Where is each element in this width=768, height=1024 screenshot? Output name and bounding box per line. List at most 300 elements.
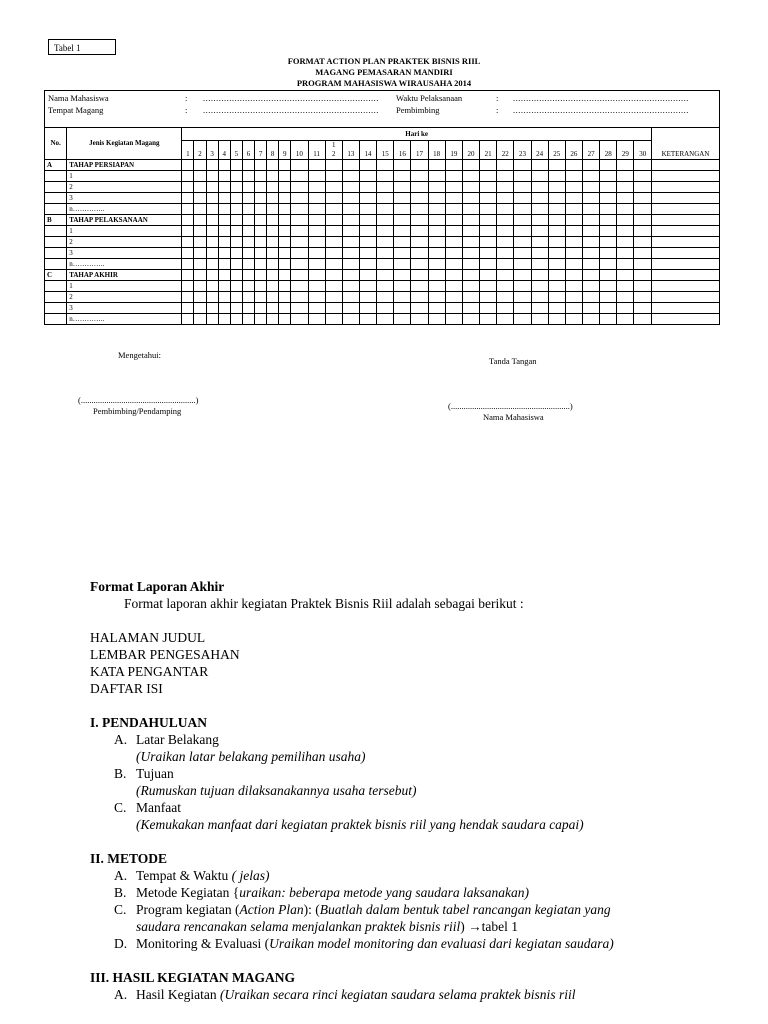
grid-cell: [428, 259, 445, 270]
grid-cell: [182, 204, 194, 215]
grid-cell: [242, 270, 254, 281]
grid-cell: [428, 171, 445, 182]
colon: :: [185, 105, 188, 115]
row-no: [45, 248, 67, 259]
grid-cell: [411, 215, 428, 226]
section-letter: B: [45, 215, 67, 226]
grid-cell: [548, 193, 565, 204]
grid-cell: [445, 171, 462, 182]
grid-cell: [255, 193, 267, 204]
grid-cell: [651, 281, 719, 292]
grid-cell: [218, 314, 230, 325]
grid-cell: [445, 215, 462, 226]
grid-cell: [255, 259, 267, 270]
grid-cell: [600, 215, 617, 226]
grid-cell: [583, 303, 600, 314]
grid-cell: [279, 182, 291, 193]
grid-cell: [565, 303, 582, 314]
grid-cell: [617, 248, 634, 259]
grid-cell: [462, 204, 479, 215]
grid-cell: [308, 160, 325, 171]
grid-cell: [230, 171, 242, 182]
grid-cell: [359, 248, 376, 259]
grid-cell: [651, 237, 719, 248]
grid-cell: [462, 270, 479, 281]
grid-cell: [230, 193, 242, 204]
grid-cell: [634, 171, 651, 182]
grid-cell: [359, 204, 376, 215]
grid-cell: [218, 182, 230, 193]
grid-cell: [242, 314, 254, 325]
grid-cell: [230, 248, 242, 259]
grid-cell: [428, 193, 445, 204]
section-title: TAHAP AKHIR: [67, 270, 182, 281]
grid-cell: [600, 270, 617, 281]
grid-cell: [428, 237, 445, 248]
grid-cell: [462, 182, 479, 193]
grid-cell: [194, 226, 206, 237]
colon: :: [496, 93, 499, 103]
grid-cell: [480, 182, 497, 193]
grid-cell: [325, 171, 342, 182]
grid-cell: [514, 171, 531, 182]
grid-cell: [194, 259, 206, 270]
grid-cell: [242, 215, 254, 226]
day-header: 1: [182, 141, 194, 160]
grid-cell: [394, 215, 411, 226]
grid-cell: [651, 160, 719, 171]
grid-cell: [600, 226, 617, 237]
grid-cell: [651, 314, 719, 325]
chapter-2-title: II. METODE: [90, 851, 168, 866]
grid-cell: [531, 314, 548, 325]
day-header: 28: [600, 141, 617, 160]
grid-cell: [206, 292, 218, 303]
grid-cell: [583, 270, 600, 281]
grid-cell: [242, 193, 254, 204]
grid-cell: [182, 215, 194, 226]
grid-cell: [548, 248, 565, 259]
grid-cell: [462, 281, 479, 292]
day-header: 4: [218, 141, 230, 160]
grid-cell: [445, 248, 462, 259]
grid-cell: [565, 160, 582, 171]
info-header: [44, 90, 720, 128]
grid-cell: [651, 270, 719, 281]
grid-cell: [617, 281, 634, 292]
table-header-row: [45, 128, 720, 141]
grid-cell: [377, 171, 394, 182]
grid-cell: [497, 270, 514, 281]
grid-cell: [531, 259, 548, 270]
grid-cell: [342, 171, 359, 182]
grid-cell: [583, 226, 600, 237]
grid-cell: [182, 182, 194, 193]
grid-cell: [651, 215, 719, 226]
grid-cell: [617, 171, 634, 182]
grid-cell: [308, 281, 325, 292]
grid-cell: [411, 237, 428, 248]
grid-cell: [206, 281, 218, 292]
grid-cell: [291, 270, 308, 281]
grid-cell: [194, 248, 206, 259]
grid-cell: [411, 303, 428, 314]
grid-cell: [480, 292, 497, 303]
grid-cell: [634, 237, 651, 248]
grid-cell: [377, 237, 394, 248]
grid-cell: [242, 303, 254, 314]
grid-cell: [445, 292, 462, 303]
table-row: [45, 204, 720, 215]
grid-cell: [411, 226, 428, 237]
signature-blank-left: (......................................................): [78, 395, 199, 405]
grid-cell: [548, 292, 565, 303]
grid-cell: [514, 237, 531, 248]
section-letter: C: [45, 270, 67, 281]
grid-cell: [230, 259, 242, 270]
grid-cell: [267, 314, 279, 325]
grid-cell: [194, 281, 206, 292]
day-header: 26: [565, 141, 582, 160]
info-row-1: [48, 92, 719, 104]
grid-cell: [377, 215, 394, 226]
grid-cell: [267, 237, 279, 248]
section-title: TAHAP PELAKSANAAN: [67, 215, 182, 226]
grid-cell: [583, 281, 600, 292]
grid-cell: [291, 237, 308, 248]
grid-cell: [194, 303, 206, 314]
dots-field: ...................................................................: [513, 93, 689, 103]
grid-cell: [411, 281, 428, 292]
grid-cell: [267, 248, 279, 259]
grid-cell: [428, 204, 445, 215]
day-header: 17: [411, 141, 428, 160]
grid-cell: [514, 182, 531, 193]
grid-cell: [182, 160, 194, 171]
grid-cell: [565, 215, 582, 226]
grid-cell: [359, 182, 376, 193]
grid-cell: [342, 182, 359, 193]
grid-cell: [230, 281, 242, 292]
grid-cell: [583, 248, 600, 259]
grid-cell: [651, 226, 719, 237]
grid-cell: [462, 160, 479, 171]
grid-cell: [377, 204, 394, 215]
grid-cell: [255, 226, 267, 237]
grid-cell: [218, 248, 230, 259]
grid-cell: [531, 292, 548, 303]
grid-cell: [308, 237, 325, 248]
grid-cell: [514, 248, 531, 259]
grid-cell: [462, 226, 479, 237]
grid-cell: [531, 237, 548, 248]
grid-cell: [206, 160, 218, 171]
pembimbing-label: Pembimbing/Pendamping: [93, 406, 182, 416]
day-header: 25: [548, 141, 565, 160]
dots-field: ...................................................................: [203, 93, 379, 103]
day-header: 18: [428, 141, 445, 160]
grid-cell: [182, 259, 194, 270]
grid-cell: [428, 292, 445, 303]
grid-cell: [325, 237, 342, 248]
grid-cell: [617, 226, 634, 237]
grid-cell: [377, 314, 394, 325]
row-item: 1: [67, 281, 182, 292]
grid-cell: [218, 303, 230, 314]
grid-cell: [182, 171, 194, 182]
grid-cell: [583, 215, 600, 226]
day-header: 27: [583, 141, 600, 160]
chapter-3-title: III. HASIL KEGIATAN MAGANG: [90, 970, 296, 985]
grid-cell: [497, 303, 514, 314]
day-header: 21: [480, 141, 497, 160]
grid-cell: [359, 171, 376, 182]
grid-cell: [194, 270, 206, 281]
ch1-item-b: B. Tujuan: [114, 766, 174, 781]
row-no: [45, 292, 67, 303]
grid-cell: [182, 248, 194, 259]
day-header: 20: [462, 141, 479, 160]
grid-cell: [291, 160, 308, 171]
grid-cell: [377, 193, 394, 204]
grid-cell: [565, 314, 582, 325]
grid-cell: [308, 193, 325, 204]
grid-cell: [445, 270, 462, 281]
row-no: [45, 193, 67, 204]
grid-cell: [255, 204, 267, 215]
grid-cell: [497, 226, 514, 237]
grid-cell: [617, 160, 634, 171]
colon: :: [496, 105, 499, 115]
grid-cell: [583, 204, 600, 215]
grid-cell: [411, 171, 428, 182]
grid-cell: [514, 270, 531, 281]
grid-cell: [308, 248, 325, 259]
grid-cell: [497, 314, 514, 325]
grid-cell: [531, 248, 548, 259]
grid-cell: [480, 215, 497, 226]
row-no: [45, 226, 67, 237]
report-format: [90, 578, 730, 1003]
table-row: [45, 237, 720, 248]
day-header: 24: [531, 141, 548, 160]
grid-cell: [651, 303, 719, 314]
grid-cell: [218, 292, 230, 303]
grid-cell: [182, 226, 194, 237]
day-header: 8: [267, 141, 279, 160]
grid-cell: [428, 270, 445, 281]
grid-cell: [394, 259, 411, 270]
ch1-note-b: (Rumuskan tujuan dilaksanakannya usaha tersebut): [136, 783, 417, 798]
row-no: [45, 204, 67, 215]
grid-cell: [634, 270, 651, 281]
grid-cell: [394, 303, 411, 314]
grid-cell: [325, 314, 342, 325]
grid-cell: [634, 259, 651, 270]
grid-cell: [394, 292, 411, 303]
grid-cell: [497, 281, 514, 292]
grid-cell: [531, 160, 548, 171]
section-row: [45, 215, 720, 226]
grid-cell: [218, 281, 230, 292]
grid-cell: [267, 193, 279, 204]
section-row: [45, 270, 720, 281]
grid-cell: [565, 171, 582, 182]
grid-cell: [342, 292, 359, 303]
grid-cell: [359, 160, 376, 171]
grid-cell: [194, 292, 206, 303]
grid-cell: [308, 259, 325, 270]
grid-cell: [634, 314, 651, 325]
day-header: 10: [291, 141, 308, 160]
chapter-1-title: I. PENDAHULUAN: [90, 715, 208, 730]
grid-cell: [548, 314, 565, 325]
grid-cell: [308, 171, 325, 182]
grid-cell: [255, 171, 267, 182]
grid-cell: [600, 281, 617, 292]
ch1-item-c: C. Manfaat: [114, 800, 181, 815]
grid-cell: [445, 204, 462, 215]
grid-cell: [531, 182, 548, 193]
ch2-item-c: C. Program kegiatan (Action Plan): (Buatlah dalam bentuk tabel rancangan kegiatan yang: [114, 902, 611, 917]
grid-cell: [279, 171, 291, 182]
title-line-3: PROGRAM MAHASISWA WIRAUSAHA 2014: [296, 78, 472, 88]
grid-cell: [279, 237, 291, 248]
grid-cell: [325, 182, 342, 193]
grid-cell: [182, 292, 194, 303]
grid-cell: [342, 237, 359, 248]
grid-cell: [445, 314, 462, 325]
grid-cell: [497, 171, 514, 182]
grid-cell: [291, 303, 308, 314]
grid-cell: [565, 281, 582, 292]
grid-cell: [445, 303, 462, 314]
grid-cell: [194, 314, 206, 325]
grid-cell: [565, 248, 582, 259]
grid-cell: [394, 314, 411, 325]
row-item: 1: [67, 226, 182, 237]
grid-cell: [342, 193, 359, 204]
front-item-lembar-pengesahan: LEMBAR PENGESAHAN: [90, 647, 240, 662]
table-row: [45, 226, 720, 237]
grid-cell: [651, 292, 719, 303]
table-row: [45, 248, 720, 259]
action-plan-table: [44, 127, 720, 325]
grid-cell: [182, 193, 194, 204]
grid-cell: [394, 248, 411, 259]
grid-cell: [242, 204, 254, 215]
grid-cell: [480, 259, 497, 270]
grid-cell: [600, 160, 617, 171]
grid-cell: [242, 237, 254, 248]
grid-cell: [182, 237, 194, 248]
grid-cell: [411, 259, 428, 270]
grid-cell: [279, 248, 291, 259]
grid-cell: [194, 160, 206, 171]
grid-cell: [480, 193, 497, 204]
grid-cell: [206, 237, 218, 248]
grid-cell: [255, 270, 267, 281]
day-header: 22: [497, 141, 514, 160]
grid-cell: [279, 303, 291, 314]
grid-cell: [514, 193, 531, 204]
day-header: 1 2: [325, 141, 342, 160]
grid-cell: [634, 248, 651, 259]
grid-cell: [267, 160, 279, 171]
grid-cell: [514, 281, 531, 292]
grid-cell: [497, 259, 514, 270]
nama-mahasiswa-label: Nama Mahasiswa: [483, 412, 544, 422]
row-no: [45, 303, 67, 314]
grid-cell: [462, 248, 479, 259]
grid-cell: [394, 171, 411, 182]
grid-cell: [267, 215, 279, 226]
grid-cell: [359, 237, 376, 248]
grid-cell: [600, 292, 617, 303]
grid-cell: [325, 292, 342, 303]
grid-cell: [514, 303, 531, 314]
grid-cell: [617, 193, 634, 204]
ch2-item-b: B. Metode Kegiatan {uraikan: beberapa metode yang saudara laksanakan): [114, 885, 530, 900]
grid-cell: [651, 259, 719, 270]
grid-cell: [634, 281, 651, 292]
grid-cell: [583, 193, 600, 204]
grid-cell: [651, 193, 719, 204]
grid-cell: [651, 171, 719, 182]
grid-cell: [617, 292, 634, 303]
front-item-daftar-isi: DAFTAR ISI: [90, 681, 163, 696]
grid-cell: [206, 215, 218, 226]
info-row-2: [48, 104, 719, 116]
grid-cell: [411, 193, 428, 204]
grid-cell: [514, 215, 531, 226]
table-row: [45, 182, 720, 193]
section-title: TAHAP PERSIAPAN: [67, 160, 182, 171]
grid-cell: [206, 204, 218, 215]
section-row: [45, 160, 720, 171]
grid-cell: [267, 281, 279, 292]
grid-cell: [428, 226, 445, 237]
row-item: 1: [67, 171, 182, 182]
grid-cell: [394, 182, 411, 193]
header-keterangan-top: [651, 128, 719, 141]
day-header: 29: [617, 141, 634, 160]
grid-cell: [255, 314, 267, 325]
grid-cell: [617, 182, 634, 193]
grid-cell: [182, 303, 194, 314]
grid-cell: [325, 259, 342, 270]
grid-cell: [411, 248, 428, 259]
grid-cell: [531, 281, 548, 292]
day-header: 23: [514, 141, 531, 160]
grid-cell: [480, 237, 497, 248]
grid-cell: [377, 259, 394, 270]
grid-cell: [291, 204, 308, 215]
row-no: [45, 237, 67, 248]
ch3-item-a: A. Hasil Kegiatan (Uraikan secara rinci kegiatan saudara selama praktek bisnis riil: [114, 987, 576, 1002]
grid-cell: [377, 182, 394, 193]
grid-cell: [462, 303, 479, 314]
grid-cell: [600, 259, 617, 270]
grid-cell: [531, 226, 548, 237]
grid-cell: [600, 314, 617, 325]
grid-cell: [531, 303, 548, 314]
grid-cell: [394, 270, 411, 281]
row-item: 2: [67, 237, 182, 248]
ch1-note-c: (Kemukakan manfaat dari kegiatan praktek bisnis riil yang hendak saudara capai): [136, 817, 584, 832]
row-item: 2: [67, 292, 182, 303]
grid-cell: [267, 292, 279, 303]
